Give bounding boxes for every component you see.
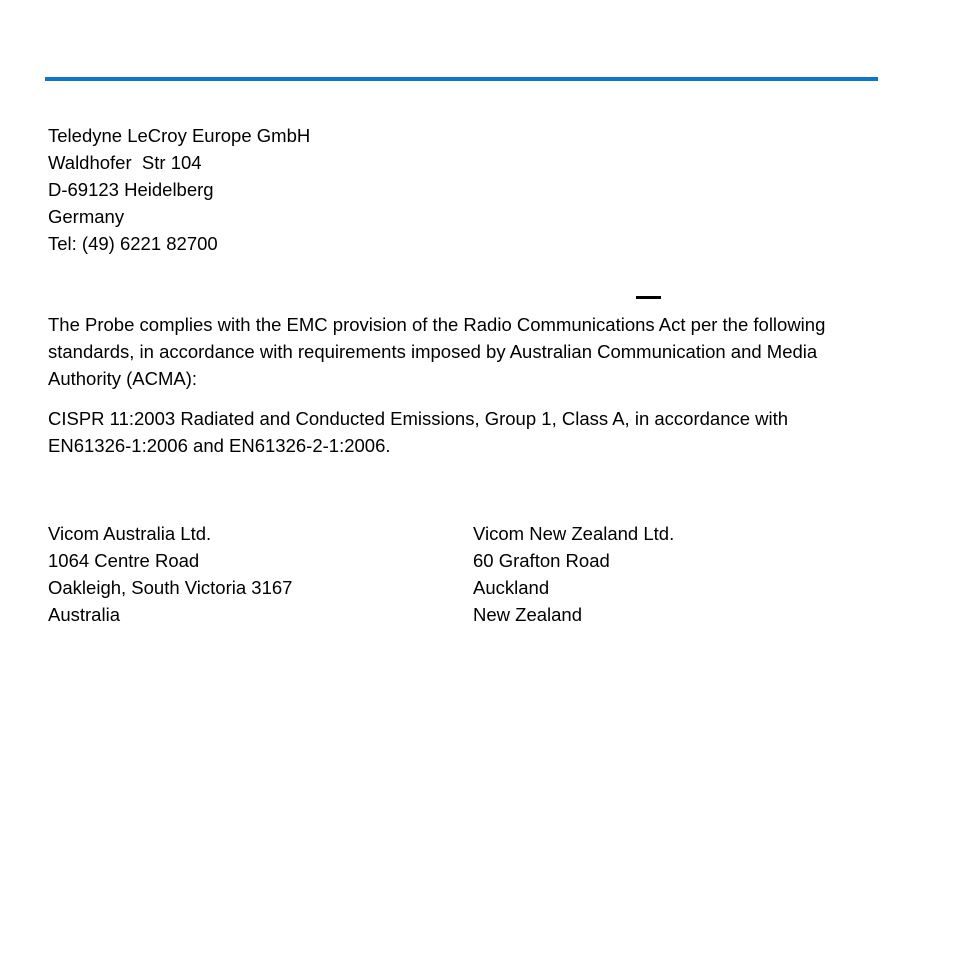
europe-country: Germany (48, 206, 125, 227)
new-zealand-company: Vicom New Zealand Ltd. (473, 523, 675, 544)
europe-street: Waldhofer Str 104 (48, 152, 202, 173)
new-zealand-address (473, 520, 674, 628)
new-zealand-city: Auckland (473, 577, 550, 598)
australia-street: 1064 Centre Road (48, 550, 200, 571)
australia-city: Oakleigh, South Victoria 3167 (48, 577, 293, 598)
compliance-intro (48, 311, 868, 392)
australia-country: Australia (48, 604, 120, 625)
heading-dash-mark (636, 296, 661, 299)
australia-company: Vicom Australia Ltd. (48, 523, 212, 544)
compliance-standards-text: CISPR 11:2003 Radiated and Conducted Emissions, Group 1, Class A, in accordance with EN61326-1:2006 and EN61326-2-1:2006. (48, 408, 789, 456)
new-zealand-street: 60 Grafton Road (473, 550, 610, 571)
europe-address (48, 122, 310, 257)
new-zealand-country: New Zealand (473, 604, 583, 625)
australia-address (48, 520, 292, 628)
europe-phone: Tel: (49) 6221 82700 (48, 233, 218, 254)
compliance-intro-text: The Probe complies with the EMC provision of the Radio Communications Act per the following standards, in accordance with requirements imposed by Australian Communication and Media Authority (ACMA): (48, 314, 826, 389)
europe-city: D-69123 Heidelberg (48, 179, 214, 200)
header-rule (45, 77, 878, 81)
europe-company: Teledyne LeCroy Europe GmbH (48, 125, 311, 146)
compliance-standards (48, 405, 868, 459)
